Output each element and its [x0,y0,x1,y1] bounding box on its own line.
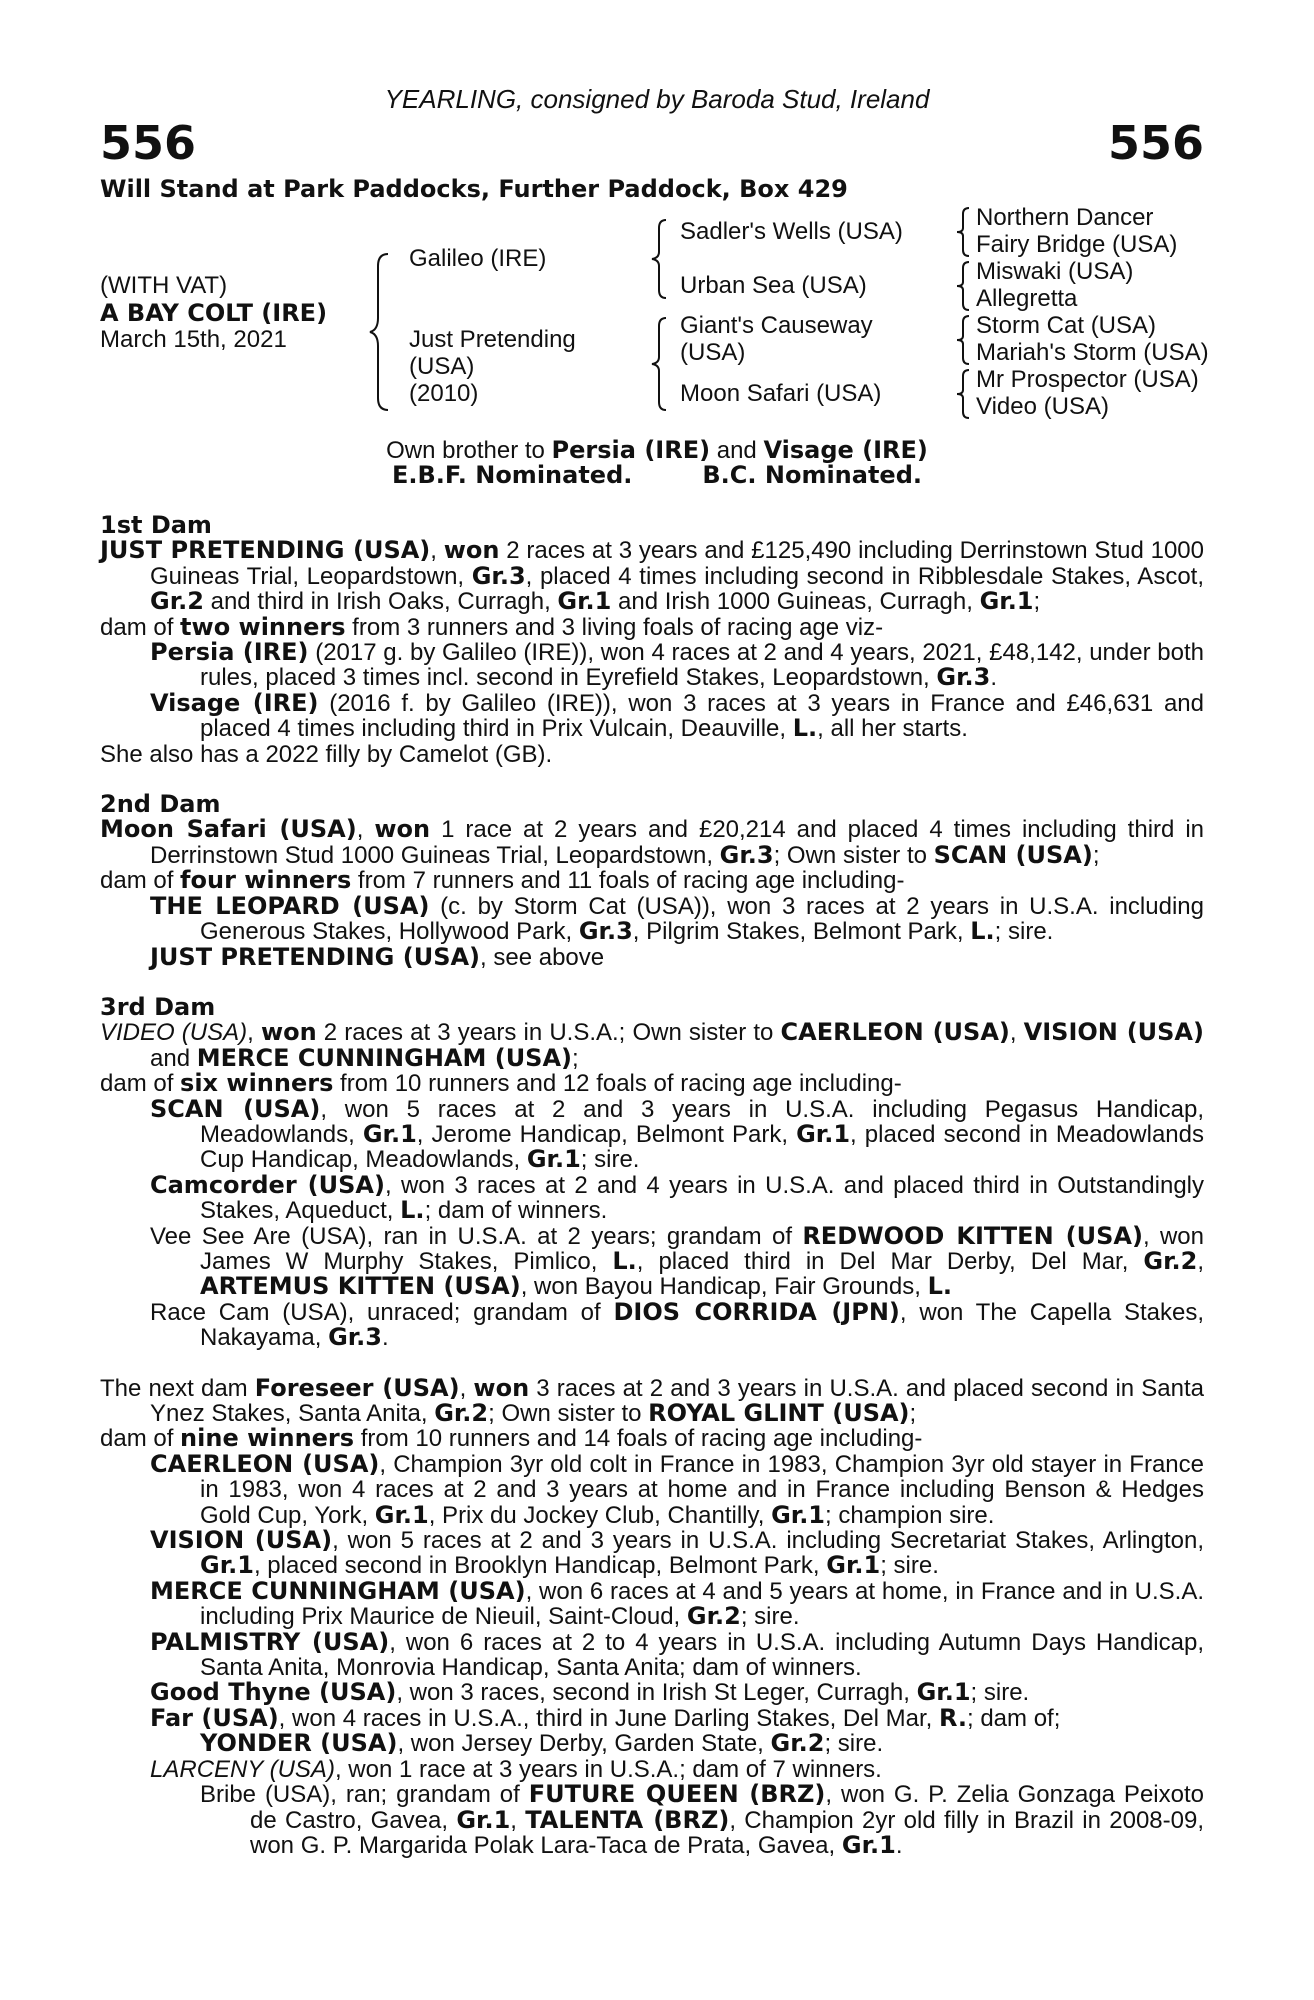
third-dam-record: VIDEO (USA), won 2 races at 3 years in U.S.A.; Own sister to CAERLEON (USA), VISION (USA) and MERCE CUNNINGHAM (USA); [100,1018,1204,1072]
next-dam-produce-summary: dam of nine winners from 10 runners and 14 foals of racing age including- [100,1424,923,1453]
brace-dd [955,368,973,420]
brace-ss [955,206,973,258]
brace-ds [955,314,973,366]
second-dam-heading: 2nd Dam [100,790,221,819]
produce-the-leopard: THE LEOPARD (USA) (c. by Storm Cat (USA)), won 3 races at 2 years in U.S.A. including Generous Stakes, Hollywood Park, Gr.3, Pilgrim Stakes, Belmont Park, L.; sire. [150,891,1204,946]
second-dam-record: Moon Safari (USA), won 1 race at 2 years and £20,214 and placed 4 times including third in Derrinstown Stud 1000 Guineas Trial, Leopardstown, Gr.3; Own sister to SCAN (USA); [100,815,1205,869]
dam-line-1: Just Pretending [409,326,576,353]
first-dam-record: JUST PRETENDING (USA), won 2 races at 3 years and £125,490 including Derrinstown Stud 1000 Guineas Trial, Leopardstown, Gr.3, placed 4 times including second in Ribblesdale Stakes, Ascot, Gr.2 and third in Irish Oaks, Curragh, Gr.1 and Irish 1000 Guineas, Curragh, Gr.1; [100,536,1204,616]
own-brother-note: Own brother to Persia (IRE) and Visage (IRE) [386,436,928,464]
second-dam-produce-summary: dam of four winners from 7 runners and 11 foals of racing age including- [100,866,905,895]
lot-number-left: 556 [100,116,197,170]
produce-palmistry: PALMISTRY (USA), won 6 races at 2 to 4 years in U.S.A. including Autumn Days Handicap, Santa Anita, Monrovia Handicap, Santa Anita; dam of winners. [150,1627,1204,1682]
third-dam-heading: 3rd Dam [100,992,216,1021]
dam-sire-dam: Mariah's Storm (USA) [976,339,1209,366]
first-dam-produce-summary: dam of two winners from 3 runners and 3 living foals of racing age viz- [100,612,884,641]
brace-sd [955,260,973,312]
produce-yonder: YONDER (USA), won Jersey Derby, Garden State, Gr.2; sire. [200,1729,884,1758]
first-dam-also: She also has a 2022 filly by Camelot (GB). [100,740,553,768]
dam-sire-sire: Storm Cat (USA) [976,312,1157,339]
dam-dam-dam: Video (USA) [976,393,1109,420]
next-dam-record: The next dam Foreseer (USA), won 3 races at 2 and 3 years in U.S.A. and placed second in Santa Ynez Stakes, Santa Anita, Gr.2; Own sister to ROYAL GLINT (USA); [100,1373,1204,1427]
ebf-nominated: E.B.F. Nominated. [391,461,633,489]
produce-bribe: Bribe (USA), ran; grandam of FUTURE QUEEN (BRZ), won G. P. Zelia Gonzaga Peixoto de Castro, Gavea, Gr.1, TALENTA (BRZ), Champion 2yr old filly in Brazil in 2008-09, won G. P. Margarida Polak Lara-Taca de Prata, Gavea, Gr.1. [200,1780,1204,1859]
bc-nominated: B.C. Nominated. [702,461,923,489]
produce-good-thyne: Good Thyne (USA), won 3 races, second in Irish St Leger, Curragh, Gr.1; sire. [150,1678,1030,1707]
vat-label: (WITH VAT) [100,272,228,299]
sire-dam: Urban Sea (USA) [680,272,867,299]
dam-line-3: (2010) [409,380,479,407]
dam-dam: Moon Safari (USA) [680,380,882,407]
produce-vee-see-are: Vee See Are (USA), ran in U.S.A. at 2 years; grandam of REDWOOD KITTEN (USA), won James W Murphy Stakes, Pimlico, L., placed third in Del Mar Derby, Del Mar, Gr.2, ARTEMUS KITTEN (USA), won Bayou Handicap, Fair Grounds, L. [150,1221,1205,1301]
sire-sire-dam: Fairy Bridge (USA) [976,231,1178,258]
produce-caerleon: CAERLEON (USA), Champion 3yr old colt in France in 1983, Champion 3yr old stayer in France in 1983, won 4 races at 2 and 3 years at home and in France including Benson & Hedges Gold Cup, York, Gr.1, Prix du Jockey Club, Chantilly, Gr.1; champion sire. [150,1449,1204,1529]
dam-line-2: (USA) [409,353,475,380]
sire-sire: Sadler's Wells (USA) [680,218,903,245]
first-dam-heading: 1st Dam [100,511,212,539]
sire-dam-sire: Miswaki (USA) [976,258,1134,285]
foaling-date: March 15th, 2021 [100,326,287,353]
dam-dam-sire: Mr Prospector (USA) [976,366,1199,393]
produce-scan: SCAN (USA), won 5 races at 2 and 3 years in U.S.A. including Pegasus Handicap, Meadowlands, Gr.1, Jerome Handicap, Belmont Park, Gr.1, placed second in Meadowlands Cup Handicap, Meadowlands, Gr.1; sire. [150,1094,1204,1174]
produce-camcorder: Camcorder (USA), won 3 races at 2 and 4 years in U.S.A. and placed third in Outstandingly Stakes, Aqueduct, L.; dam of winners. [150,1170,1204,1225]
dam-sire-line-2: (USA) [680,339,746,366]
nominations [0,461,1314,490]
main-brace [368,252,398,412]
produce-race-cam: Race Cam (USA), unraced; grandam of DIOS CORRIDA (JPN), won The Capella Stakes, Nakayama, Gr.3. [150,1297,1205,1352]
catalogue-body [100,513,1204,1858]
stand-location: Will Stand at Park Paddocks, Further Paddock, Box 429 [100,175,848,203]
produce-larceny: LARCENY (USA), won 1 race at 3 years in U.S.A.; dam of 7 winners. [150,1755,882,1783]
produce-merce-cunningham: MERCE CUNNINGHAM (USA), won 6 races at 4 and 5 years at home, in France and in U.S.A. including Prix Maurice de Nieuil, Saint-Cloud, Gr.2; sire. [150,1576,1205,1631]
lot-number-right: 556 [1107,116,1204,170]
third-dam-produce-summary: dam of six winners from 10 runners and 12 foals of racing age including- [100,1069,902,1098]
consignment-line: YEARLING, consigned by Baroda Stud, Ireland [384,84,930,114]
horse-name: A BAY COLT (IRE) [100,299,328,327]
sire-brace [650,218,672,300]
produce-far: Far (USA), won 4 races in U.S.A., third in June Darling Stakes, Del Mar, R.; dam of; [150,1703,1061,1732]
dam-sire-line-1: Giant's Causeway [680,312,873,339]
sire: Galileo (IRE) [409,245,547,272]
produce-just-pretending: JUST PRETENDING (USA), see above [150,942,605,971]
produce-vision: VISION (USA), won 5 races at 2 and 3 years in U.S.A. including Secretariat Stakes, Arlington, Gr.1, placed second in Brooklyn Handicap, Belmont Park, Gr.1; sire. [150,1526,1204,1580]
produce-visage: Visage (IRE) (2016 f. by Galileo (IRE)), won 3 races at 3 years in France and £46,631 and placed 4 times including third in Prix Vulcain, Deauville, L., all her starts. [150,688,1204,743]
sire-sire-sire: Northern Dancer [976,204,1154,231]
dam-brace [650,316,672,412]
produce-persia: Persia (IRE) (2017 g. by Galileo (IRE)), won 4 races at 2 and 4 years, 2021, £48,142, under both rules, placed 3 times incl. second in Eyrefield Stakes, Leopardstown, Gr.3. [150,638,1204,692]
sire-dam-dam: Allegretta [976,285,1078,312]
